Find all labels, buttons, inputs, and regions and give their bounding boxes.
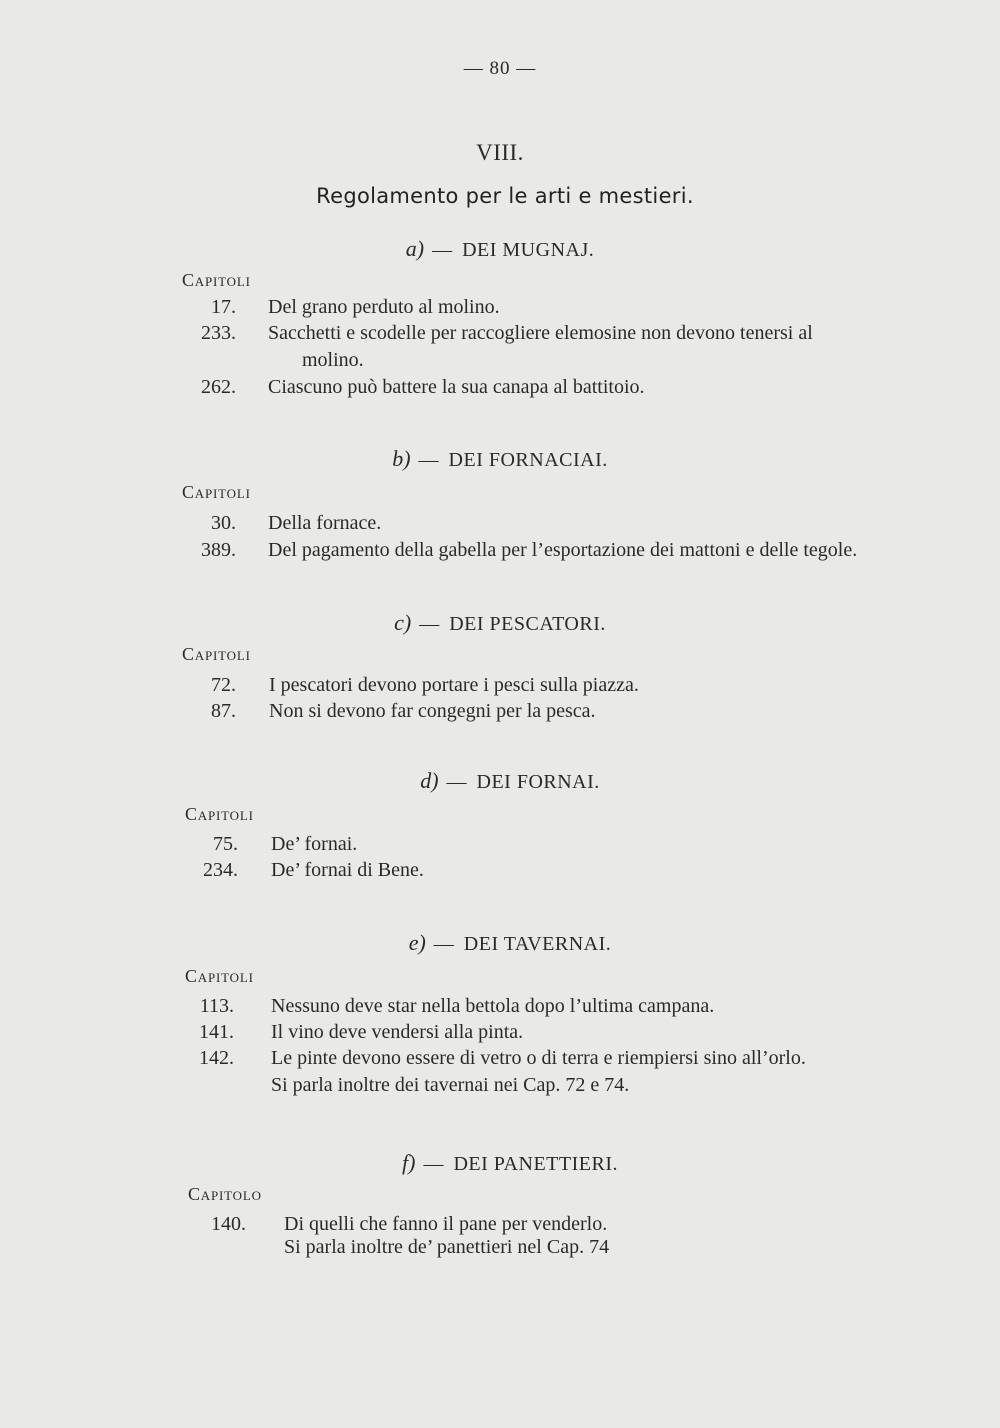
section-name: DEI PANETTIERI.	[453, 1153, 618, 1175]
section-name: DEI PESCATORI.	[449, 613, 606, 635]
chapter-ref-number: 233.	[201, 322, 236, 344]
section-letter: e)	[408, 930, 426, 955]
cross-reference-note: Si parla inoltre dei tavernai nei Cap. 72 e 74.	[271, 1074, 630, 1096]
chapter-ref-number: 17.	[211, 296, 236, 318]
chapter-number: VIII.	[476, 140, 524, 165]
entry-text: De’ fornai di Bene.	[271, 859, 424, 881]
capitoli-label: Capitoli	[185, 804, 254, 824]
section-dash: —	[446, 771, 467, 793]
section-name: DEI TAVERNAI.	[463, 933, 612, 955]
entry-text: Non si devono far congegni per la pesca.	[269, 700, 596, 722]
section-dash: —	[419, 613, 440, 635]
capitoli-label: Capitoli	[185, 966, 254, 986]
chapter-ref-number: 72.	[211, 674, 236, 696]
entry-text: Le pinte devono essere di vetro o di terra e riempiersi sino all’orlo.	[271, 1047, 806, 1069]
section-dash: —	[432, 239, 453, 261]
section-heading	[0, 236, 1000, 262]
section-dash: —	[423, 1153, 444, 1175]
section-heading	[10, 768, 1000, 794]
chapter-ref-number: 140.	[211, 1213, 246, 1235]
section-letter: f)	[402, 1150, 416, 1175]
chapter-ref-number: 389.	[201, 539, 236, 561]
entry-text: Nessuno deve star nella bettola dopo l’ultima campana.	[271, 995, 715, 1017]
entry-text: I pescatori devono portare i pesci sulla piazza.	[269, 674, 639, 696]
chapter-ref-number: 142.	[199, 1047, 234, 1069]
entry-text: Ciascuno può battere la sua canapa al battitoio.	[268, 376, 645, 398]
section-name: DEI FORNACIAI.	[448, 449, 608, 471]
section-dash: —	[433, 933, 454, 955]
chapter-ref-number: 30.	[211, 512, 236, 534]
section-heading	[0, 610, 1000, 636]
section-heading	[10, 930, 1000, 956]
section-dash: —	[418, 449, 439, 471]
section-letter: d)	[420, 768, 439, 793]
chapter-ref-number: 87.	[211, 700, 236, 722]
page-title: Regolamento per le arti e mestieri.	[316, 184, 694, 208]
entry-text: De’ fornai.	[271, 833, 358, 855]
capitoli-label: Capitoli	[182, 644, 251, 664]
capitoli-label: Capitoli	[182, 270, 251, 290]
section-letter: b)	[392, 446, 411, 471]
chapter-ref-number: 75.	[213, 833, 238, 855]
chapter-ref-number: 234.	[203, 859, 238, 881]
chapter-ref-number: 141.	[199, 1021, 234, 1043]
section-name: DEI FORNAI.	[476, 771, 600, 793]
entry-text: Del grano perduto al molino.	[268, 296, 500, 318]
entry-text: Il vino deve vendersi alla pinta.	[271, 1021, 524, 1043]
section-letter: a)	[405, 236, 425, 261]
section-name: DEI MUGNAJ.	[462, 239, 595, 261]
entry-text-continuation: molino.	[302, 349, 364, 371]
cross-reference-note: Si parla inoltre de’ panettieri nel Cap. 74	[284, 1236, 610, 1258]
chapter-ref-number: 262.	[201, 376, 236, 398]
capitoli-label: Capitoli	[182, 482, 251, 502]
section-heading	[0, 446, 1000, 472]
capitolo-label: Capitolo	[188, 1184, 262, 1204]
section-letter: c)	[394, 610, 412, 635]
entry-text: Sacchetti e scodelle per raccogliere elemosine non devono tenersi al	[268, 322, 813, 344]
entry-text: Del pagamento della gabella per l’esportazione dei mattoni e delle tegole.	[268, 539, 858, 561]
entry-text: Di quelli che fanno il pane per venderlo.	[284, 1213, 608, 1235]
chapter-ref-number: 113.	[199, 995, 234, 1017]
section-heading	[10, 1150, 1000, 1176]
page-number: — 80 —	[463, 58, 537, 79]
entry-text: Della fornace.	[268, 512, 382, 534]
